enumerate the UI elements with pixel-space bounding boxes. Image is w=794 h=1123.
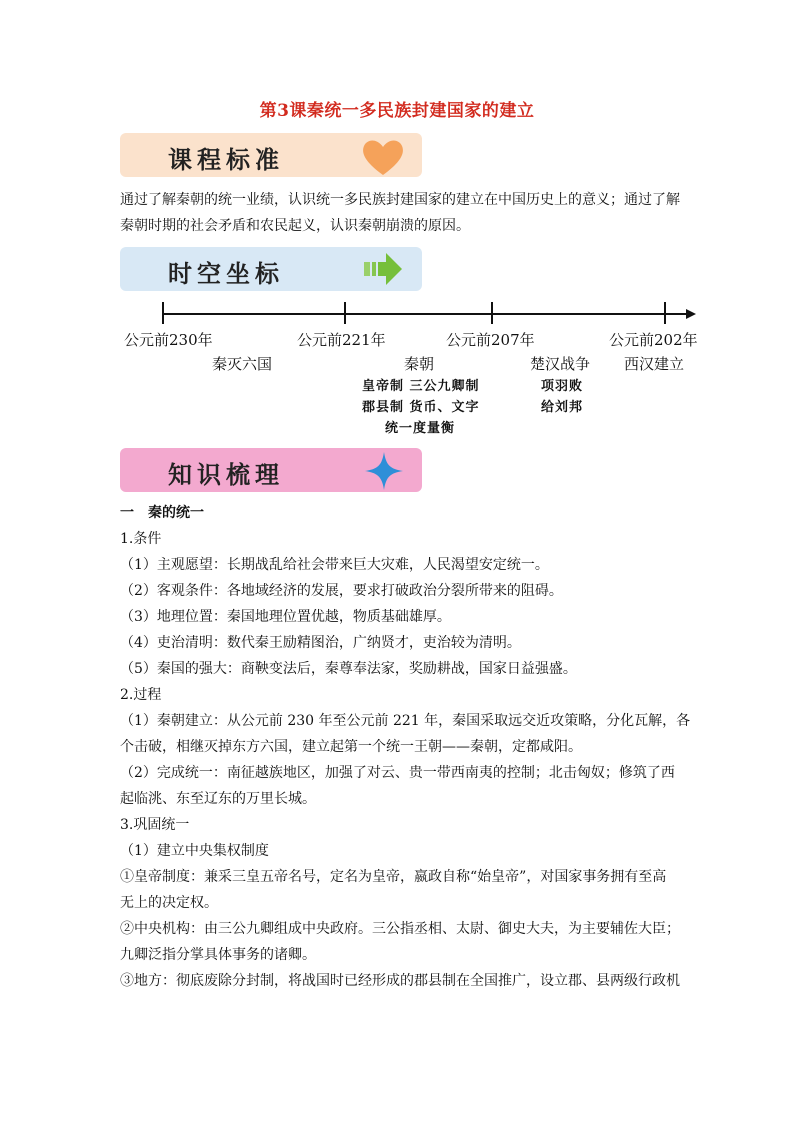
timeline-tick — [491, 302, 493, 324]
timeline-arrowhead — [686, 309, 696, 319]
body-line: （1）秦朝建立：从公元前 230 年至公元前 221 年，秦国采取远交近攻策略，分化瓦解，各 — [120, 713, 691, 729]
body-line: 九卿泛指分掌具体事务的诸卿。 — [120, 947, 316, 963]
timeline-tick — [162, 302, 164, 324]
timeline-event: 楚汉战争 — [530, 355, 591, 373]
body-line: 个击破，相继灭掉东方六国，建立起第一个统一王朝——秦朝，定都咸阳。 — [120, 739, 582, 755]
qin-detail: 皇帝制 三公九卿制 — [362, 379, 480, 394]
chuhan-detail: 给刘邦 — [541, 400, 584, 415]
body-line: 2.过程 — [120, 687, 162, 703]
body-line: （2）完成统一：南征越族地区，加强了对云、贵一带西南夷的控制；北击匈奴；修筑了西 — [120, 765, 675, 781]
section-heading: 一 秦的统一 — [120, 505, 204, 521]
timeline-tick — [344, 302, 346, 324]
qin-detail: 统一度量衡 — [385, 421, 456, 436]
body-line: 3.巩固统一 — [120, 817, 190, 833]
text-line: 秦朝时期的社会矛盾和农民起义，认识秦朝崩溃的原因。 — [120, 218, 470, 234]
body-line: （3）地理位置：秦国地理位置优越，物质基础雄厚。 — [120, 609, 451, 625]
timeline-date: 公元前221年 — [297, 331, 386, 349]
page-title: 第3课秦统一多民族封建国家的建立 — [259, 101, 535, 121]
four-point-star-icon — [364, 451, 404, 491]
banner-knowledge — [120, 448, 422, 492]
body-line: ①皇帝制度：兼采三皇五帝名号，定名为皇帝，嬴政自称“始皇帝”，对国家事务拥有至高 — [120, 869, 667, 885]
body-line: （1）建立中央集权制度 — [120, 843, 269, 859]
heart-icon — [360, 137, 406, 177]
body-line: （2）客观条件：各地域经济的发展，要求打破政治分裂所带来的阻碍。 — [120, 583, 563, 599]
body-line: （5）秦国的强大：商鞅变法后，秦尊奉法家，奖励耕战，国家日益强盛。 — [120, 661, 577, 677]
timeline-event: 秦灭六国 — [212, 355, 273, 373]
banner-label: 知识梳理 — [168, 461, 284, 489]
timeline-axis — [163, 313, 688, 315]
banner-label: 时空坐标 — [168, 260, 284, 288]
timeline-event: 秦朝 — [404, 355, 435, 373]
qin-detail: 郡县制 货币、文字 — [362, 400, 480, 415]
timeline-date: 公元前230年 — [124, 331, 213, 349]
body-line: ③地方：彻底废除分封制，将战国时已经形成的郡县制在全国推广，设立郡、县两级行政机 — [120, 973, 680, 989]
banner-course-standard — [120, 133, 422, 177]
knowledge-body — [120, 500, 691, 994]
timeline-date: 公元前207年 — [446, 331, 535, 349]
chuhan-detail: 项羽败 — [541, 379, 584, 394]
timeline-date: 公元前202年 — [609, 331, 698, 349]
body-line: ②中央机构：由三公九卿组成中央政府。三公指丞相、太尉、御史大夫，为主要辅佐大臣； — [120, 921, 680, 937]
body-line: （1）主观愿望：长期战乱给社会带来巨大灾难，人民渴望安定统一。 — [120, 557, 549, 573]
course-standard-text — [120, 187, 680, 239]
body-line: 1.条件 — [120, 531, 162, 547]
banner-label: 课程标准 — [168, 146, 284, 174]
arrow-right-icon — [362, 250, 404, 288]
body-line: （4）吏治清明：数代秦王励精图治，广纳贤才，吏治较为清明。 — [120, 635, 521, 651]
timeline-tick — [664, 302, 666, 324]
banner-timeline — [120, 247, 422, 291]
timeline-event: 西汉建立 — [624, 355, 685, 373]
text-line: 通过了解秦朝的统一业绩，认识统一多民族封建国家的建立在中国历史上的意义；通过了解 — [120, 192, 680, 208]
body-line: 起临洮、东至辽东的万里长城。 — [120, 791, 316, 807]
body-line: 无上的决定权。 — [120, 895, 218, 911]
